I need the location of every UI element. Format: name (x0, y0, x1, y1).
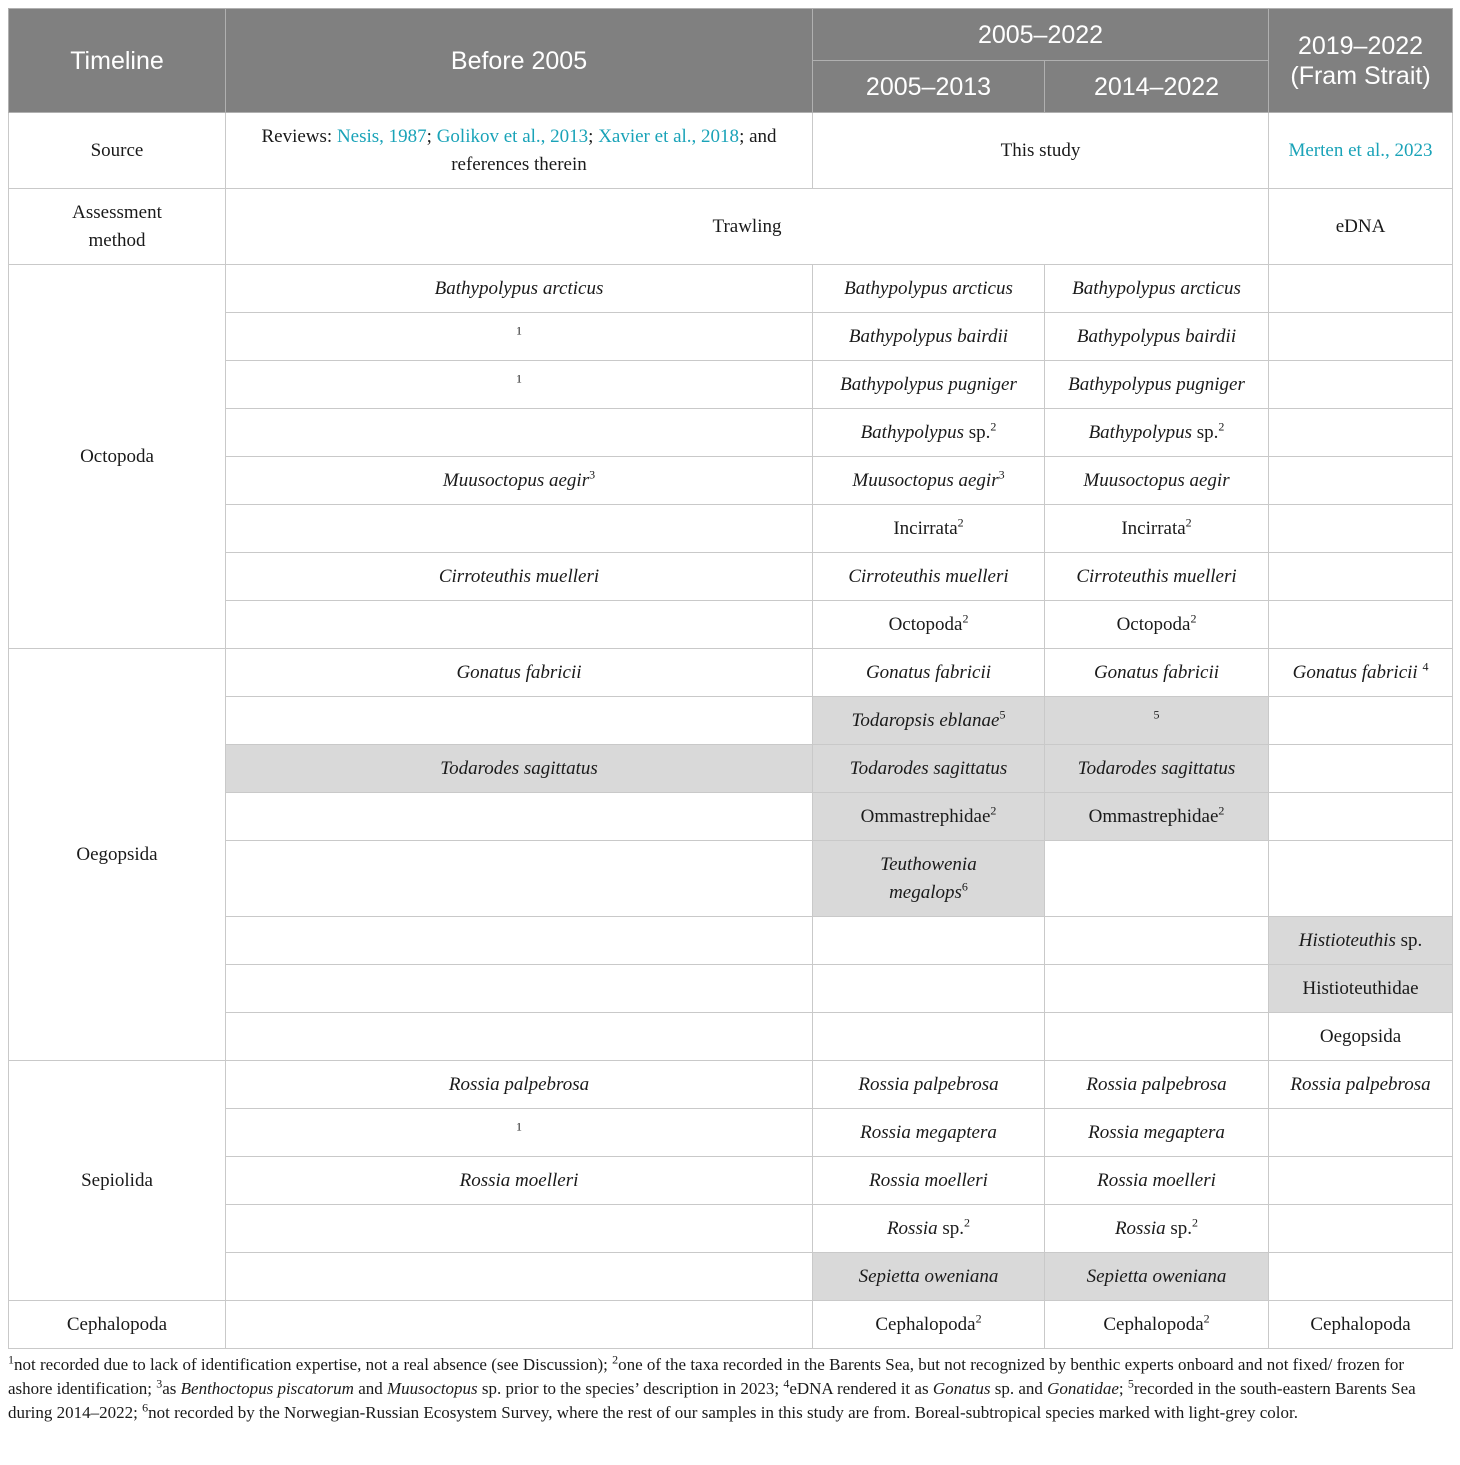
ref-merten-link[interactable]: Merten et al., 2023 (1288, 139, 1433, 161)
table-row (9, 649, 1453, 697)
table-row (9, 1013, 1453, 1061)
source-reviews (226, 113, 813, 189)
footnote-mark: 2 (957, 515, 964, 530)
table-row (9, 1109, 1453, 1157)
taxon-name: Ommastrephidae (860, 805, 991, 827)
taxon-name: Oegopsida (1319, 1025, 1402, 1047)
group-octopoda: Octopoda (9, 265, 226, 649)
table-row (9, 601, 1453, 649)
taxon-name: Rossia palpebrosa (858, 1073, 999, 1095)
method-trawling: Trawling (226, 189, 1269, 265)
table-cell (1269, 457, 1453, 505)
footnote-mark: 6 (961, 879, 968, 894)
taxon-name: Incirrata (893, 517, 958, 539)
taxon-name: Rossia palpebrosa (1290, 1073, 1431, 1095)
table-cell (1269, 601, 1453, 649)
table-cell (226, 1253, 813, 1301)
table-cell (813, 793, 1045, 841)
table-cell (1045, 553, 1269, 601)
table-cell (1269, 361, 1453, 409)
footnote-mark: 3 (998, 467, 1005, 482)
table-cell (1045, 1109, 1269, 1157)
table-cell (226, 1301, 813, 1349)
taxon-name: Gonatus fabricii (865, 661, 992, 683)
method-label-line1: Assessment (72, 201, 162, 223)
taxon-name: Histioteuthidae (1302, 977, 1419, 999)
table-cell (226, 793, 813, 841)
taxon-name: Rossia (1114, 1217, 1166, 1239)
footnote-mark: 3 (589, 467, 596, 482)
table-cell (813, 1061, 1045, 1109)
table-cell (1045, 601, 1269, 649)
table-cell (226, 505, 813, 553)
table-cell (226, 1109, 813, 1157)
taxon-name: Rossia palpebrosa (448, 1073, 590, 1095)
taxon-name: Octopoda (1116, 613, 1191, 635)
table-cell (226, 649, 813, 697)
taxon-name: Gonatus fabricii (1292, 661, 1418, 683)
footnote-mark: 4 (783, 1376, 790, 1391)
taxon-name: Ommastrephidae (1088, 805, 1219, 827)
footnote-text: eDNA rendered it as (789, 1379, 933, 1398)
table-cell (1269, 1301, 1453, 1349)
taxon-name: Histioteuthis (1298, 929, 1396, 951)
table-cell (226, 745, 813, 793)
table-row (9, 1301, 1453, 1349)
taxon-name: Octopoda (888, 613, 963, 635)
header-fram-label: (Fram Strait) (1290, 61, 1431, 90)
footnote-mark: 2 (990, 419, 997, 434)
table-cell (1045, 697, 1269, 745)
table-cell (1269, 841, 1453, 917)
footnote-text: ; (1118, 1379, 1128, 1398)
table-cell (1269, 409, 1453, 457)
table-row (9, 505, 1453, 553)
table-cell (813, 1253, 1045, 1301)
table-row (9, 1253, 1453, 1301)
table-cell (1269, 505, 1453, 553)
table-cell (1045, 361, 1269, 409)
taxon-name: Cephalopoda (875, 1313, 976, 1335)
table-cell (226, 1013, 813, 1061)
taxon-name: Rossia megaptera (860, 1121, 997, 1143)
table-row (9, 313, 1453, 361)
header-2014-2022: 2014–2022 (1045, 61, 1269, 113)
footnote-mark: 3 (156, 1376, 163, 1391)
footnote-mark: 5 (1153, 707, 1160, 722)
table-cell (1269, 1013, 1453, 1061)
table-row (9, 697, 1453, 745)
footnote-mark: 1 (8, 1352, 14, 1367)
table-cell (813, 313, 1045, 361)
table-cell (813, 1205, 1045, 1253)
footnote-mark: 2 (1218, 803, 1225, 818)
footnote-mark: 2 (1218, 419, 1225, 434)
footnote-mark: 1 (516, 1119, 522, 1134)
table-cell (813, 697, 1045, 745)
footnote-taxon: Muusoctopus (387, 1379, 478, 1398)
table-cell (1269, 313, 1453, 361)
taxon-name: Cephalopoda (1310, 1313, 1411, 1335)
taxon-name: Cirroteuthis muelleri (1076, 565, 1237, 587)
table-cell (813, 457, 1045, 505)
footnote-mark: 5 (1127, 1376, 1134, 1391)
footnote-mark: 6 (142, 1400, 149, 1415)
group-oegopsida: Oegopsida (9, 649, 226, 1061)
table-cell (226, 553, 813, 601)
taxon-name: Rossia palpebrosa (1086, 1073, 1227, 1095)
table-cell (1045, 457, 1269, 505)
footnote-text: and (353, 1379, 387, 1398)
taxon-rank: sp. (964, 421, 991, 443)
table-cell (1269, 1061, 1453, 1109)
table-cell (1269, 917, 1453, 965)
footnote-mark: 2 (612, 1352, 619, 1367)
table-cell (813, 553, 1045, 601)
taxon-name: Sepietta oweniana (858, 1265, 999, 1287)
source-label: Source (9, 113, 226, 189)
table-row (9, 1061, 1453, 1109)
table-cell (226, 361, 813, 409)
method-label (9, 189, 226, 265)
table-cell (1045, 505, 1269, 553)
method-label-line2: method (88, 229, 146, 251)
taxon-name: Cephalopoda (1103, 1313, 1204, 1335)
table-cell (226, 697, 813, 745)
taxon-name: Bathypolypus (1088, 421, 1193, 443)
taxon-name: Rossia moelleri (1097, 1169, 1216, 1191)
taxon-name: Muusoctopus aegir (1083, 469, 1230, 491)
table-cell (226, 1061, 813, 1109)
table-cell (226, 841, 813, 917)
footnote-taxon: Gonatidae (1047, 1379, 1119, 1398)
footnote-taxon: Gonatus (932, 1379, 991, 1398)
table-cell (1045, 1013, 1269, 1061)
table-row (9, 409, 1453, 457)
header-before-2005: Before 2005 (226, 9, 813, 113)
table-cell (1269, 1157, 1453, 1205)
header-2005-2013: 2005–2013 (813, 61, 1045, 113)
table-cell (1269, 1109, 1453, 1157)
taxon-name: Bathypolypus arcticus (434, 277, 604, 299)
table-cell (226, 917, 813, 965)
table-cell (226, 601, 813, 649)
footnote-mark: 1 (516, 371, 522, 386)
taxon-rank: sp. (937, 1217, 965, 1239)
footnote-mark: 4 (1422, 659, 1429, 674)
table-cell (813, 505, 1045, 553)
table-cell (1269, 1253, 1453, 1301)
group-sepiolida: Sepiolida (9, 1061, 226, 1301)
table-cell (813, 1301, 1045, 1349)
table-cell (226, 1205, 813, 1253)
cephalopod-records-table (8, 8, 1453, 1349)
taxon-name: Todarodes sagittatus (440, 757, 598, 779)
table-cell (1045, 745, 1269, 793)
method-edna: eDNA (1269, 189, 1453, 265)
table-cell (813, 601, 1045, 649)
method-row (9, 189, 1453, 265)
taxon-name: megalops (889, 881, 962, 903)
table-cell (1269, 649, 1453, 697)
table-row (9, 965, 1453, 1013)
footnote-text: one of the taxa recorded in the Barents Sea, but not recognized by benthic experts onboard and not fixed/ frozen for ashore identification; (8, 1355, 1405, 1398)
source-this-study: This study (813, 113, 1269, 189)
table-footnotes (8, 1353, 1452, 1425)
table-row (9, 1205, 1453, 1253)
taxon-name: Rossia moelleri (869, 1169, 988, 1191)
table-cell (813, 1157, 1045, 1205)
footnote-mark: 2 (990, 803, 997, 818)
table-row (9, 457, 1453, 505)
footnote-mark: 2 (1185, 515, 1192, 530)
footnote-mark: 5 (999, 707, 1006, 722)
table-cell (1269, 965, 1453, 1013)
table-cell (226, 265, 813, 313)
footnote-mark: 2 (1203, 1311, 1210, 1326)
table-cell (1045, 1157, 1269, 1205)
taxon-name: Muusoctopus aegir (442, 469, 590, 491)
taxon-name: Rossia megaptera (1088, 1121, 1225, 1143)
taxon-name: Bathypolypus bairdii (848, 325, 1009, 347)
footnote-mark: 2 (964, 1215, 971, 1230)
table-cell (813, 917, 1045, 965)
taxon-name: Sepietta oweniana (1086, 1265, 1227, 1287)
taxon-name: Gonatus fabricii (1093, 661, 1220, 683)
table-container (8, 8, 1452, 1425)
footnote-mark: 1 (516, 323, 522, 338)
footnote-text: sp. and (990, 1379, 1048, 1398)
table-cell (813, 841, 1045, 917)
source-row (9, 113, 1453, 189)
table-row (9, 793, 1453, 841)
taxon-rank: sp. (1165, 1217, 1193, 1239)
table-cell (226, 1157, 813, 1205)
footnote-mark: 2 (962, 611, 969, 626)
taxon-name: Cirroteuthis muelleri (848, 565, 1009, 587)
taxon-name: Bathypolypus arcticus (844, 277, 1013, 299)
table-cell (813, 361, 1045, 409)
table-row (9, 361, 1453, 409)
table-cell (1045, 1253, 1269, 1301)
table-row (9, 265, 1453, 313)
table-cell (813, 745, 1045, 793)
table-cell (1269, 1205, 1453, 1253)
taxon-rank: sp. (1395, 929, 1423, 951)
source-merten (1269, 113, 1453, 189)
table-cell (813, 649, 1045, 697)
taxon-name: Todaropsis eblanae (851, 709, 1000, 731)
separator: ; (588, 125, 599, 147)
ref-nesis-link[interactable]: Nesis, 1987 (336, 125, 427, 147)
table-cell (1045, 1301, 1269, 1349)
table-cell (1269, 793, 1453, 841)
table-cell (813, 965, 1045, 1013)
header-row-1 (9, 9, 1453, 61)
taxon-name: Bathypolypus (860, 421, 965, 443)
taxon-name: Bathypolypus pugniger (840, 373, 1017, 395)
footnote-text: recorded in the south-eastern Barents Sea during 2014–2022; (8, 1379, 1416, 1422)
header-fram-strait (1269, 9, 1453, 113)
table-cell (1269, 745, 1453, 793)
table-row (9, 917, 1453, 965)
header-2005-2022: 2005–2022 (813, 9, 1269, 61)
table-cell (1269, 265, 1453, 313)
table-cell (1045, 917, 1269, 965)
taxon-name: Todarodes sagittatus (849, 757, 1008, 779)
table-cell (1045, 313, 1269, 361)
table-cell (813, 1013, 1045, 1061)
footnote-mark: 2 (975, 1311, 982, 1326)
table-row (9, 841, 1453, 917)
taxon-name: Bathypolypus pugniger (1068, 373, 1245, 395)
taxon-name: Muusoctopus aegir (852, 469, 999, 491)
table-cell (813, 1109, 1045, 1157)
table-cell (1045, 965, 1269, 1013)
table-row (9, 1157, 1453, 1205)
ref-xavier-link[interactable]: Xavier et al., 2018 (598, 125, 740, 147)
taxon-name: Bathypolypus bairdii (1076, 325, 1237, 347)
table-cell (226, 409, 813, 457)
group-cephalopoda: Cephalopoda (9, 1301, 226, 1349)
table-cell (813, 409, 1045, 457)
table-cell (1269, 553, 1453, 601)
taxon-name: Todarodes sagittatus (1077, 757, 1236, 779)
taxon-name: Rossia (886, 1217, 938, 1239)
ref-golikov-link[interactable]: Golikov et al., 2013 (436, 125, 589, 147)
header-timeline: Timeline (9, 9, 226, 113)
footnote-text: not recorded by the Norwegian-Russian Ecosystem Survey, where the rest of our samples in this study are from. Boreal-subtropical species marked with light-grey color. (148, 1403, 1298, 1422)
table-cell (1045, 841, 1269, 917)
footnote-mark: 2 (1190, 611, 1197, 626)
table-cell (813, 265, 1045, 313)
taxon-name: Bathypolypus arcticus (1072, 277, 1241, 299)
taxon-name: Rossia moelleri (459, 1169, 579, 1191)
header-fram-years: 2019–2022 (1297, 31, 1424, 60)
table-row (9, 745, 1453, 793)
table-cell (1045, 649, 1269, 697)
table-cell (1045, 409, 1269, 457)
table-cell (1045, 793, 1269, 841)
separator: ; (426, 125, 437, 147)
table-cell (226, 313, 813, 361)
reviews-prefix: Reviews: (261, 125, 337, 147)
footnote-text: as (162, 1379, 181, 1398)
table-cell (1045, 1205, 1269, 1253)
reviews-suffix: ; and references therein (451, 125, 777, 175)
taxon-name: Teuthowenia (880, 853, 977, 875)
taxon-rank: sp. (1192, 421, 1219, 443)
table-cell (1269, 697, 1453, 745)
table-row (9, 553, 1453, 601)
footnote-text: sp. prior to the species’ description in 2023; (477, 1379, 784, 1398)
table-cell (226, 965, 813, 1013)
taxon-name: Gonatus fabricii (456, 661, 582, 683)
footnote-taxon: Benthoctopus piscatorum (180, 1379, 354, 1398)
footnote-mark: 2 (1192, 1215, 1199, 1230)
footnote-text: not recorded due to lack of identification expertise, not a real absence (see Discussion); (14, 1355, 613, 1374)
taxon-name: Incirrata (1121, 517, 1186, 539)
table-cell (1045, 1061, 1269, 1109)
table-cell (1045, 265, 1269, 313)
taxon-name: Cirroteuthis muelleri (438, 565, 600, 587)
table-cell (226, 457, 813, 505)
